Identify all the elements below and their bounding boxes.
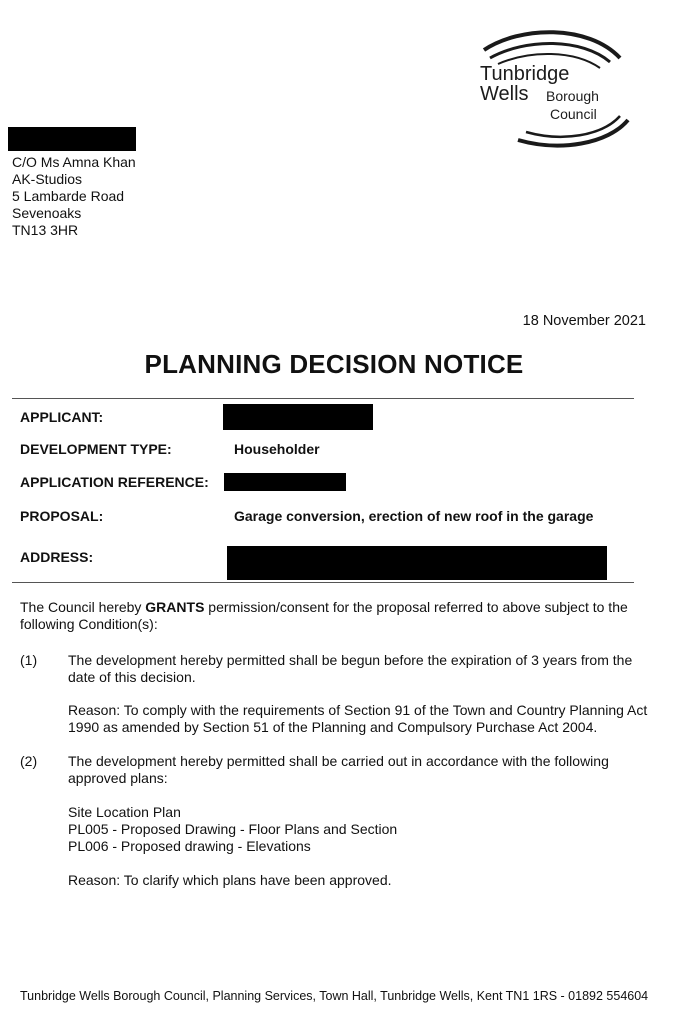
approved-plan-item: PL006 - Proposed drawing - Elevations bbox=[68, 838, 311, 854]
condition-reason: Reason: To comply with the requirements of Section 91 of the Town and Country Planning Act 1990 as amended by Section 51 of the Planning and Compulsory Purchase Act 2004. bbox=[68, 702, 648, 735]
development-type-value: Householder bbox=[234, 441, 320, 457]
condition-reason: Reason: To clarify which plans have been approved. bbox=[68, 872, 392, 888]
recipient-line: C/O Ms Amna Khan bbox=[12, 154, 136, 170]
applicant-label: APPLICANT: bbox=[20, 409, 104, 425]
condition-number: (2) bbox=[20, 753, 38, 769]
proposal-value: Garage conversion, erection of new roof in the garage bbox=[234, 508, 594, 524]
grant-keyword: GRANTS bbox=[145, 599, 205, 615]
address-label: ADDRESS: bbox=[20, 549, 94, 565]
logo-text-tunbridge: Tunbridge bbox=[480, 63, 570, 85]
redacted-address bbox=[227, 546, 607, 580]
recipient-line: 5 Lambarde Road bbox=[12, 188, 125, 204]
approved-plan-item: Site Location Plan bbox=[68, 804, 181, 820]
page-title: PLANNING DECISION NOTICE bbox=[144, 349, 524, 379]
notice-date: 18 November 2021 bbox=[522, 313, 646, 329]
redacted-application-reference bbox=[224, 473, 346, 491]
footer-contact: Tunbridge Wells Borough Council, Planning Services, Town Hall, Tunbridge Wells, Kent TN1 1RS - 01892 554604 bbox=[20, 989, 649, 1003]
approved-plans-list bbox=[68, 804, 658, 855]
approved-plan-item: PL005 - Proposed Drawing - Floor Plans and Section bbox=[68, 821, 398, 837]
development-type-label: DEVELOPMENT TYPE: bbox=[20, 441, 172, 457]
condition-text: The development hereby permitted shall be begun before the expiration of 3 years from the date of this decision. bbox=[68, 652, 633, 685]
details-bottom-divider bbox=[12, 582, 634, 583]
grant-statement bbox=[20, 599, 650, 633]
redacted-recipient-name bbox=[8, 127, 136, 151]
condition-number: (1) bbox=[20, 652, 38, 668]
logo-text-council: Council bbox=[550, 106, 597, 122]
recipient-address bbox=[12, 154, 136, 239]
council-logo bbox=[470, 28, 648, 160]
logo-text-borough: Borough bbox=[546, 88, 599, 104]
application-reference-label: APPLICATION REFERENCE: bbox=[20, 474, 209, 490]
logo-text-wells: Wells bbox=[480, 83, 529, 105]
grant-statement-before: The Council hereby bbox=[20, 599, 146, 615]
grant-statement-after: permission/consent for the proposal referred to above subject to the following Condition(s): bbox=[20, 599, 628, 632]
details-top-divider bbox=[12, 398, 634, 399]
recipient-line: TN13 3HR bbox=[12, 222, 79, 238]
condition-text: The development hereby permitted shall be carried out in accordance with the following approved plans: bbox=[68, 753, 609, 786]
redacted-applicant bbox=[223, 404, 373, 430]
recipient-line: Sevenoaks bbox=[12, 205, 82, 221]
proposal-label: PROPOSAL: bbox=[20, 508, 104, 524]
recipient-line: AK-Studios bbox=[12, 171, 83, 187]
